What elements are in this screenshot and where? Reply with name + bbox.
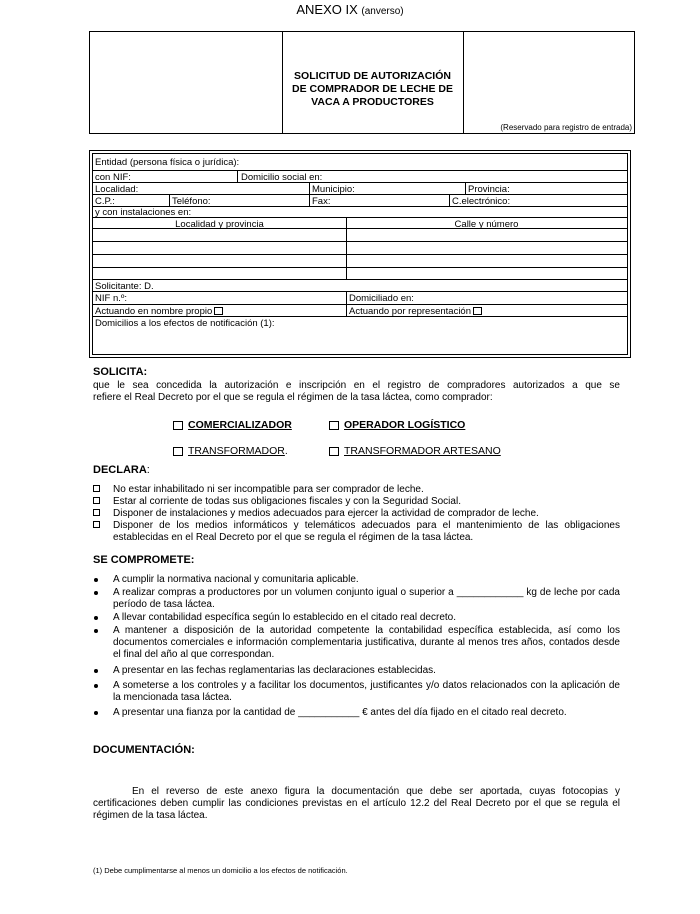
form-title-line: VACA A PRODUCTORES [311, 96, 434, 108]
representation-option[interactable] [349, 306, 482, 317]
compromete-item-text[interactable]: A presentar una fianza por la cantidad de ___________ € antes del día fijado en el citado real decreto. [113, 707, 567, 718]
applicant-form-inner [92, 153, 628, 355]
column-header-locality: Localidad y provincia [175, 219, 264, 230]
column-header-street: Calle y número [454, 219, 519, 230]
form-title [282, 70, 463, 109]
divider [309, 182, 310, 194]
email-field[interactable]: C.electrónico: [452, 196, 511, 207]
compromete-heading: SE COMPROMETE: [93, 554, 195, 566]
applicant-form [89, 150, 631, 358]
declara-item-text: No estar inhabilitado ni ser incompatible para ser comprador de leche. [113, 484, 424, 495]
postal-code-field[interactable]: C.P.: [95, 196, 115, 207]
domiciled-field[interactable]: Domiciliado en: [349, 293, 414, 304]
compromete-item-text: A someterse a los controles y a facilitar los documentos, justificantes y/o datos relacionados con la aplicación de la mencionada tasa láctea. [113, 680, 620, 703]
square-bullet-icon [93, 485, 100, 492]
nif-field[interactable]: con NIF: [95, 172, 131, 183]
option-suffix: . [284, 445, 288, 457]
transformador-checkbox[interactable] [173, 447, 183, 456]
bullet-icon [94, 629, 98, 633]
solicita-colon: : [143, 366, 148, 378]
solicita-line-2: refiere el Real Decreto por el que se regula el régimen de la tasa láctea, como comprador: [93, 392, 493, 403]
declara-colon: : [146, 464, 150, 476]
divider [465, 182, 466, 194]
divider [309, 194, 310, 206]
own-name-option[interactable] [95, 306, 223, 317]
compromete-item-text[interactable]: A realizar compras a productores por un volumen conjunto igual o superior a ____________ kg de leche por cada período de tasa láctea. [113, 587, 620, 610]
declara-item-text: Disponer de instalaciones y medios adecuados para ejercer la actividad de comprador de leche. [113, 508, 539, 519]
compromete-item-text: A presentar en las fechas reglamentarias las declaraciones establecidas. [113, 665, 436, 676]
compromete-item-text: A mantener a disposición de la autoridad competente la contabilidad específica establecida, así como los documentos comerciales e información complementaria justificativa, durante al menos tres años, contados desde el final del año al que correspondan. [113, 625, 620, 660]
option-label: OPERADOR LOGÍSTICO [344, 419, 466, 431]
social-address-field[interactable]: Domicilio social en: [241, 172, 323, 183]
own-name-label: Actuando en nombre propio [95, 306, 213, 317]
documentacion-text: En el reverso de este anexo figura la documentación que debe ser aportada, cuyas fotocopias y certificaciones deben cumplir las condiciones previstas en el artículo 12.2 del Real Decreto por el que se regula el régimen de la tasa láctea. [93, 786, 620, 821]
fax-field[interactable]: Fax: [312, 196, 331, 207]
phone-field[interactable]: Teléfono: [172, 196, 211, 207]
divider [93, 182, 627, 183]
form-title-line: DE COMPRADOR DE LECHE DE [291, 83, 453, 95]
square-bullet-icon [93, 509, 100, 516]
option-transformador[interactable] [173, 445, 288, 457]
divider [93, 254, 627, 255]
declara-heading [93, 464, 150, 476]
declara-item-text: Disponer de los medios informáticos y telemáticos adecuados para el mantenimiento de las obligaciones establecidas en el Real Decreto por el que se regula el régimen de la tasa láctea. [113, 520, 620, 543]
divider [237, 170, 238, 182]
registry-reserved-note: (Reservado para registro de entrada) [500, 123, 632, 132]
compromete-item-text: A cumplir la normativa nacional y comunitaria aplicable. [113, 574, 359, 585]
operador-logistico-checkbox[interactable] [329, 421, 339, 430]
square-bullet-icon [93, 497, 100, 504]
header-box [89, 31, 635, 134]
divider [93, 291, 627, 292]
divider [93, 241, 627, 242]
annex-title: ANEXO IX [296, 2, 358, 17]
representation-label: Actuando por representación [349, 306, 471, 317]
bullet-icon [94, 616, 98, 620]
option-label: TRANSFORMADOR ARTESANO [344, 445, 501, 457]
compromete-item-text: A llevar contabilidad específica según lo establecido en el citado real decreto. [113, 612, 456, 623]
declara-item-text: Estar al corriente de todas sus obligaciones fiscales y con la Seguridad Social. [113, 496, 461, 507]
municipality-field[interactable]: Municipio: [312, 184, 355, 195]
own-name-checkbox[interactable] [214, 307, 223, 315]
entity-field[interactable]: Entidad (persona física o jurídica): [95, 157, 240, 168]
bullet-icon [94, 591, 98, 595]
divider [93, 170, 627, 171]
declara-title: DECLARA [93, 464, 147, 476]
bullet-icon [94, 669, 98, 673]
divider [93, 267, 627, 268]
province-field[interactable]: Provincia: [468, 184, 510, 195]
divider [169, 194, 170, 206]
header-left-cell [90, 32, 283, 133]
divider [93, 194, 627, 195]
annex-side: (anverso) [361, 6, 404, 17]
bullet-icon [94, 578, 98, 582]
representation-checkbox[interactable] [473, 307, 482, 315]
footnote: (1) Debe cumplimentarse al menos un domicilio a los efectos de notificación. [93, 866, 348, 875]
option-comercializador[interactable] [173, 419, 292, 431]
applicant-field[interactable]: Solicitante: D. [95, 281, 154, 292]
square-bullet-icon [93, 521, 100, 528]
notification-address-field[interactable]: Domicilios a los efectos de notificación (1): [95, 318, 275, 329]
divider [346, 291, 347, 316]
option-label: TRANSFORMADOR [188, 445, 285, 457]
solicita-line-1: que le sea concedida la autorización e inscripción en el registro de compradores autorizados a que se [93, 380, 620, 391]
transformador-artesano-checkbox[interactable] [329, 447, 339, 456]
divider [93, 304, 627, 305]
applicant-nif-field[interactable]: NIF n.º: [95, 293, 127, 304]
divider [93, 279, 627, 280]
option-operador-logistico[interactable] [329, 419, 465, 431]
option-label: COMERCIALIZADOR [188, 419, 292, 431]
bullet-icon [94, 711, 98, 715]
documentacion-heading: DOCUMENTACIÓN: [93, 744, 195, 756]
header-title-cell [282, 32, 464, 133]
form-title-line: SOLICITUD DE AUTORIZACIÓN [294, 70, 451, 82]
solicita-heading [93, 366, 147, 378]
divider [449, 194, 450, 206]
comercializador-checkbox[interactable] [173, 421, 183, 430]
annex-heading [0, 2, 700, 17]
locality-field[interactable]: Localidad: [95, 184, 139, 195]
solicita-title: SOLICITA [93, 366, 144, 378]
bullet-icon [94, 684, 98, 688]
option-transformador-artesano[interactable] [329, 445, 501, 457]
installations-label: y con instalaciones en: [95, 207, 192, 218]
